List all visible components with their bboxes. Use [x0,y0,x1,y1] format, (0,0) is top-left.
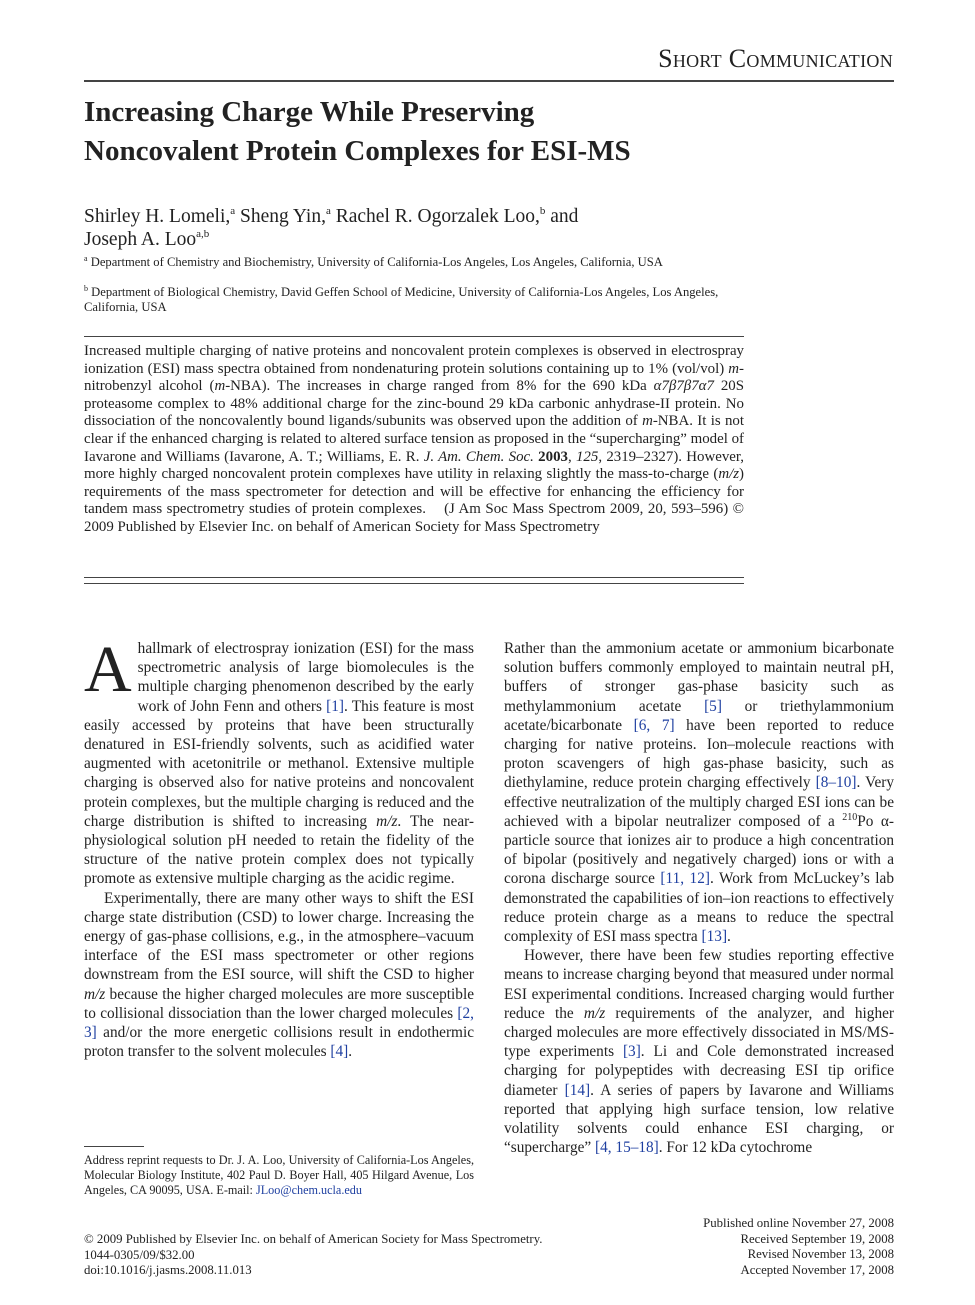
body-text: . Work from McLuckey’s lab demonstrated the capabilities of ion–ion reactions to effectively reduce protein charge as a means to reduce the spectral complexity of ESI mass spectra [504,870,894,946]
section-rule [84,80,894,82]
body-text: Po α-particle source that ionizes air to produce a high concentration of bipolar (positively and negatively charged) ions or with a corona discharge source [504,812,894,888]
accepted-date: Accepted November 17, 2008 [740,1262,894,1277]
article-title [84,93,844,171]
italic-m: m [642,413,653,430]
body-text: because the higher charged molecules are more susceptible to collisional dissociation than the lower charged molecules [84,985,474,1022]
issn-line: 1044-0305/09/$32.00 [84,1247,195,1262]
publication-dates [620,1216,894,1278]
affiliation-b [84,285,724,315]
reference-link[interactable]: [5] [704,697,722,715]
italic-mz: m/z [84,985,106,1003]
author-list [84,205,764,251]
body-text: . For 12 kDa cytochrome [658,1139,813,1157]
reference-link[interactable]: [1] [326,697,344,715]
italic-mz: m/z [376,812,398,830]
body-column-left [84,633,475,1061]
title-line-2: Noncovalent Protein Complexes for ESI-MS [84,135,631,167]
body-column-right [504,639,894,1157]
email-link[interactable]: JLoo@chem.ucla.edu [255,1183,362,1198]
journal-name: J. Am. Chem. Soc. [423,448,534,465]
abstract: Increased multiple charging of native proteins and noncovalent protein complexes is observed in electrospray ionization (ESI) mass spectra obtained from nondenaturing protein solutions containing up to 1% (vol/vol) m-nitrobenzyl alcohol (m-NBA). The increases in charge ranged from 8% for the 690 kDa α7β7β7α7 20S proteasome complex to 48% additional charge for the zinc-bound 29 kDa carbonic anhydrase-II protein. No dissociation of the noncovalently bound ligands/subunits was observed upon the addition of m-NBA. It is not clear if the enhanced charging is related to altered surface tension as proposed in the “supercharging” model of Iavarone and Williams (Iavarone, A. T.; Williams, E. R. J. Am. Chem. Soc. 2003, 125, 2319–2327). However, more highly charged noncovalent protein complexes have utility in relaxing slightly the mass-to-charge (m/z) requirements of the mass spectrometer for detection and will be effective for enhancing the efficiency for tandem mass spectrometry studies of protein complexes. (J Am Soc Mass Spectrom 2009, 20, 593–596) © 2009 Published by Elsevier Inc. on behalf of American Society for Mass Spectrometry [84,343,744,535]
affil-marker: a [230,205,236,217]
abstract-text: -nitrobenzyl alcohol ( [84,360,744,395]
citation-year: 2003 [538,448,568,465]
abstract-rule-bottom-1 [84,577,744,578]
body-text: . Very effective neutralization of the multiply charged ESI ions can be achieved with a bipolar neutralizer composed of a [504,774,894,830]
affil-marker: a [84,254,88,263]
affil-marker: a [325,205,331,217]
reference-link[interactable]: [4] [330,1043,349,1061]
drop-cap: A [84,633,132,706]
footnote-rule [84,1146,144,1147]
reference-link[interactable]: [11, 12] [660,870,710,888]
body-text: . [348,1043,353,1061]
affiliation-text: Department of Chemistry and Biochemistry, University of California-Los Angeles, Los Angeles, California, USA [90,255,663,269]
published-online-date: Published online November 27, 2008 [703,1216,894,1230]
body-text: requirements of the analyzer, and higher charged molecules are more effectively dissociated in MS/MS-type experiments [504,1004,894,1061]
affil-marker: a,b [196,228,210,240]
body-text: . A series of papers by Iavarone and Williams reported that applying high surface tension, low relative volatility solvents could enhance ESI charging, or “supercharge” [504,1081,894,1157]
body-paragraph [504,946,894,1157]
body-text: . The near-physiological solution pH needed to retain the fidelity of the structure of the native protein complex does not typically promote as extensive multiple charging as the acidic regime. [84,812,475,888]
abstract-text: , 2319–2327). However, more highly charged noncovalent protein complexes have utility in relaxing slightly the mass-to-charge ( [84,448,744,483]
reference-link[interactable]: [4, 15–18] [595,1139,659,1157]
title-line-1: Increasing Charge While Preserving [84,96,535,128]
body-paragraph [84,889,474,1062]
body-text: hallmark of electrospray ionization (ESI) for the mass spectrometric analysis of large biomolecules is the multiple charging phenomenon described by the early work of John Fenn and others [137,640,474,715]
affil-marker: b [539,205,546,217]
reference-link[interactable]: [6, 7] [633,716,675,734]
body-text: or triethylammonium acetate/bicarbonate [504,697,894,734]
reference-link[interactable]: [8–10] [815,774,857,792]
body-paragraph [504,639,894,946]
author-name: Shirley H. Lomeli, [84,206,231,227]
reference-link[interactable]: [14] [564,1081,591,1099]
body-text: and/or the more energetic collisions result in endothermic proton transfer to the solvent molecules [84,1024,474,1061]
section-label: Short Communication [658,44,893,73]
reference-link[interactable]: [3] [622,1043,641,1061]
body-text: have been reported to reduce charging for native proteins. Ion–molecule reactions with proton scavengers of high gas-phase basicity, such as diethylamine, reduce protein charging effectively [504,716,894,792]
reference-link[interactable]: [2, 3] [84,1004,474,1042]
reference-link[interactable]: [13] [701,928,728,946]
body-text: . This feature is most easily accessed by proteins that have been structurally denatured in ESI-friendly solvents, such as acidified water augmented with acetonitrile or methanol. Extensive multiple charging is observed also for native proteins and noncovalent protein complexes, but the multiple charging is reduced and the charge distribution is shifted to increasing [84,697,474,830]
copyright-line: © 2009 Published by Elsevier Inc. on behalf of American Society for Mass Spectrometry. [84,1232,543,1246]
body-text: . Li and Cole demonstrated increased charging for polypeptides with decreasing ESI tip orifice diameter [504,1043,894,1099]
body-text: However, there have been few studies reporting effective means to increase charging beyond that measured under normal ESI experimental conditions. Increased charging would further reduce the [504,947,894,1022]
correspondence-footnote [84,1153,474,1199]
affiliation-text: Department of Biological Chemistry, David Geffen School of Medicine, University of California-Los Angeles, Los Angeles, California, USA [84,285,719,314]
abstract-text: 20S proteasome complex to 48% additional charge for the zinc-bound 29 kDa carbonic anhydrase-II protein. No dissociation of the noncovalently bound ligands/subunits was observed upon the addition of [84,378,744,430]
abstract-rule-top [84,336,744,337]
abstract-text: ) requirements of the mass spectrometer for detection and will be effective for enhancing the efficiency for tandem mass spectrometry studies of protein complexes. [84,466,744,518]
footnote-text: Address reprint requests to Dr. J. A. Loo, University of California-Los Angeles, Molecular Biology Institute, 402 Paul D. Boyer Hall, 405 Hilgard Avenue, Los Angeles, CA 90095, USA. E-mail: [84,1153,474,1198]
citation-volume: 125 [575,448,599,465]
author-name: Rachel R. Ogorzalek Loo, [335,206,540,227]
italic-m: m [728,360,740,377]
doi-line: doi:10.1016/j.jasms.2008.11.013 [84,1263,252,1278]
isotope-superscript: 210 [842,811,858,823]
body-paragraph [84,633,475,889]
author-name: Sheng Yin, [240,206,326,227]
abstract-rule-bottom-2 [84,583,744,584]
body-text: Experimentally, there are many other ways to shift the ESI charge state distribution (CSD) to lower charge. Increasing the energy of gas-phase collisions, e.g., in the atmosphere–vacuum interface of the ESI mass spectrometer or other regions downstream from the ESI source, will shift the CSD to higher [84,889,474,984]
affil-marker: b [84,284,88,293]
abstract-text: Increased multiple charging of native proteins and noncovalent protein complexes is observed in electrospray ionization (ESI) mass spectra obtained from nondenaturing protein solutions containing up to 1% (vol/vol) [84,343,744,377]
abstract-text: -NBA). The increases in charge ranged from 8% for the 690 kDa [225,378,654,395]
author-conjunction: and [550,206,579,227]
italic-m: m [214,378,226,395]
body-text: . [727,928,731,946]
author-name: Joseph A. Loo [84,229,197,250]
complex-symbol: α7β7β7α7 [653,378,714,395]
italic-mz: m/z [718,466,740,483]
abstract-text: -NBA. It is not clear if the enhanced charging is related to altered surface tension as proposed in the “supercharging” model of Iavarone and Williams (Iavarone, A. T.; Williams, E. R. [84,413,744,465]
journal-citation: (J Am Soc Mass Spectrom 2009, 20, 593–596) © 2009 Published by Elsevier Inc. on behalf of American Society for Mass Spectrometry [84,501,744,535]
publication-info [84,1232,644,1279]
affiliation-a [84,255,724,270]
italic-mz: m/z [583,1004,606,1022]
body-text: Rather than the ammonium acetate or ammonium bicarbonate solution buffers commonly employed to maintain neutral pH, buffers of stronger gas-phase basicity such as methylammonium acetate [504,640,894,715]
revised-date: Revised November 13, 2008 [747,1247,894,1262]
received-date: Received September 19, 2008 [740,1231,894,1246]
